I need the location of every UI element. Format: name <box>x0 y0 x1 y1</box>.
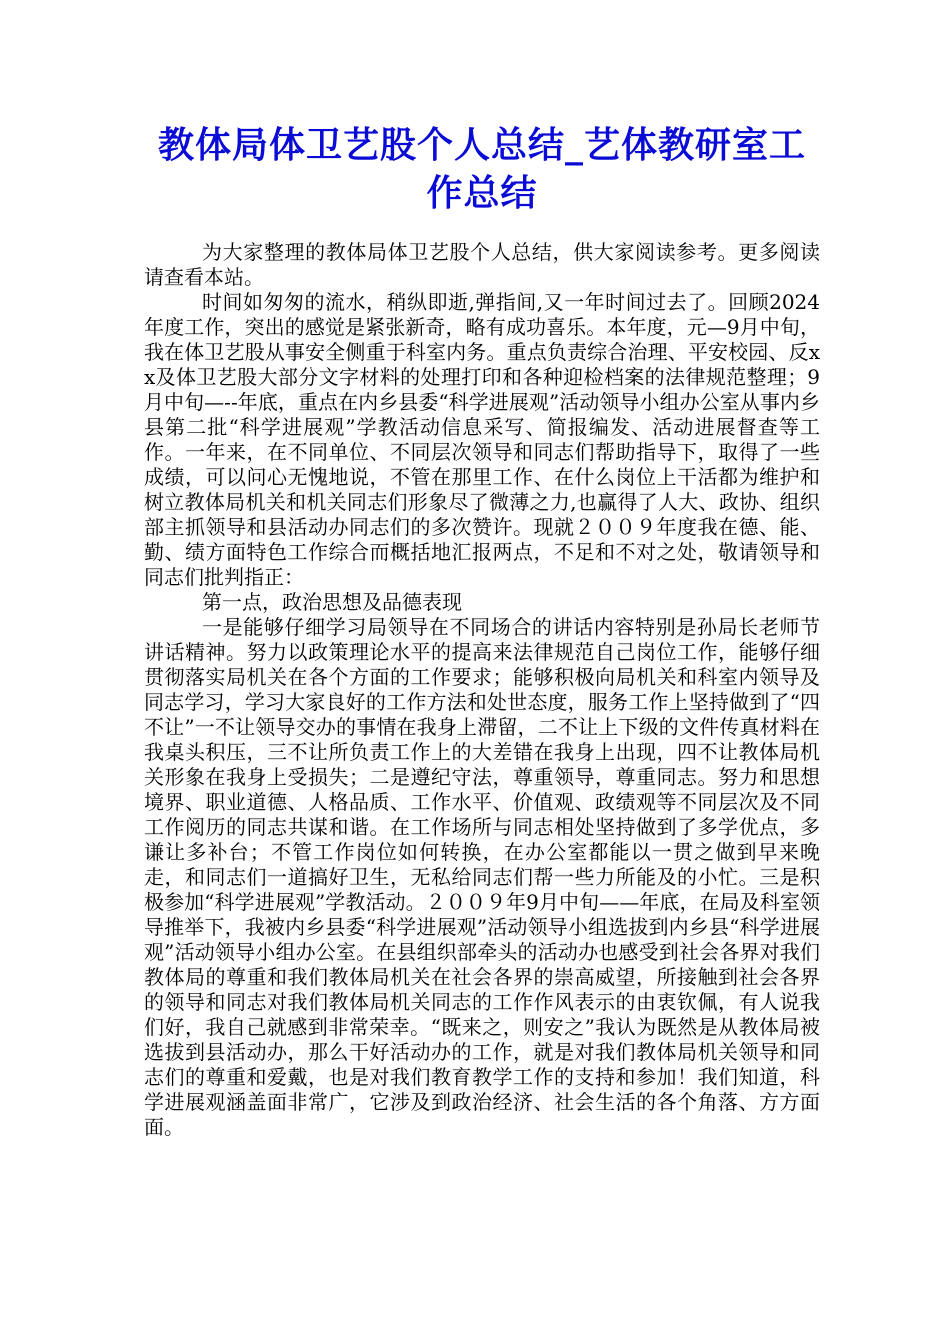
section-paragraph: 一是能够仔细学习局领导在不同场合的讲话内容特别是孙局长老师节讲话精神。努力以政策理论水平的提高来法律规范自己岗位工作，能够仔细贯彻落实局机关在各个方面的工作要求；能够积极向局机关和科室内领导及同志学习，学习大家良好的工作方法和处世态度，服务工作上坚持做到了“四不让”一不让领导交办的事情在我身上滞留，二不让上下级的文件传真材料在我桌头积压，三不让所负责工作上的大差错在我身上出现，四不让教体局机关形象在我身上受损失；二是遵纪守法，尊重领导，尊重同志。努力和思想境界、职业道德、人格品质、工作水平、价值观、政绩观等不同层次及不同工作阅历的同志共谋和谐。在工作场所与同志相处坚持做到了多学优点，多谦让多补台；不管工作岗位如何转换，在办公室都能以一贯之做到早来晚走，和同志们一道搞好卫生，无私给同志们帮一些力所能及的小忙。三是积极参加“科学进展观”学教活动。２００９年9月中旬——年底，在局及科室领导推举下，我被内乡县委“科学进展观”活动领导小组选拔到内乡县“科学进展观”活动领导小组办公室。在县组织部牵头的活动办也感受到社会各界对我们教体局的尊重和我们教体局机关在社会各界的崇高威望，所接触到社会各界的领导和同志对我们教体局机关同志的工作作风表示的由衷钦佩，有人说我们好，我自己就感到非常荣幸。“既来之，则安之”我认为既然是从教体局被选拔到县活动办，那么干好活动办的工作，就是对我们教体局机关领导和同志们的尊重和爱戴，也是对我们教育教学工作的支持和参加！我们知道，科学进展观涵盖面非常广，它涉及到政治经济、社会生活的各个角落、方方面面。 <box>144 615 820 1139</box>
document-title: 教体局体卫艺股个人总结_艺体教研室工作总结 <box>157 125 806 214</box>
section-heading: 第一点，政治思想及品德表现 <box>202 590 462 614</box>
document-body <box>144 240 820 1140</box>
intro-paragraph: 为大家整理的教体局体卫艺股个人总结，供大家阅读参考。更多阅读请查看本站。 <box>144 240 820 289</box>
summary-paragraph: 时间如匆匆的流水，稍纵即逝,弹指间,又一年时间过去了。回顾2024年度工作，突出的感觉是紧张新奇，略有成功喜乐。本年度，元—9月中旬，我在体卫艺股从事安全侧重于科室内务。重点负责综合治理、平安校园、反xx及体卫艺股大部分文字材料的处理打印和各种迎检档案的法律规范整理；9月中旬—--年底，重点在内乡县委“科学进展观”活动领导小组办公室从事内乡县第二批“科学进展观”学教活动信息采写、简报编发、活动进展督查等工作。一年来，在不同单位、不同层次领导和同志们帮助指导下，取得了一些成绩，可以问心无愧地说，不管在那里工作、在什么岗位上干活都为维护和树立教体局机关和机关同志们形象尽了微薄之力,也赢得了人大、政协、组织部主抓领导和县活动办同志们的多次赞许。现就２００９年度我在德、能、勤、绩方面特色工作综合而概括地汇报两点，不足和不对之处，敬请领导和同志们批判指正： <box>144 290 820 589</box>
